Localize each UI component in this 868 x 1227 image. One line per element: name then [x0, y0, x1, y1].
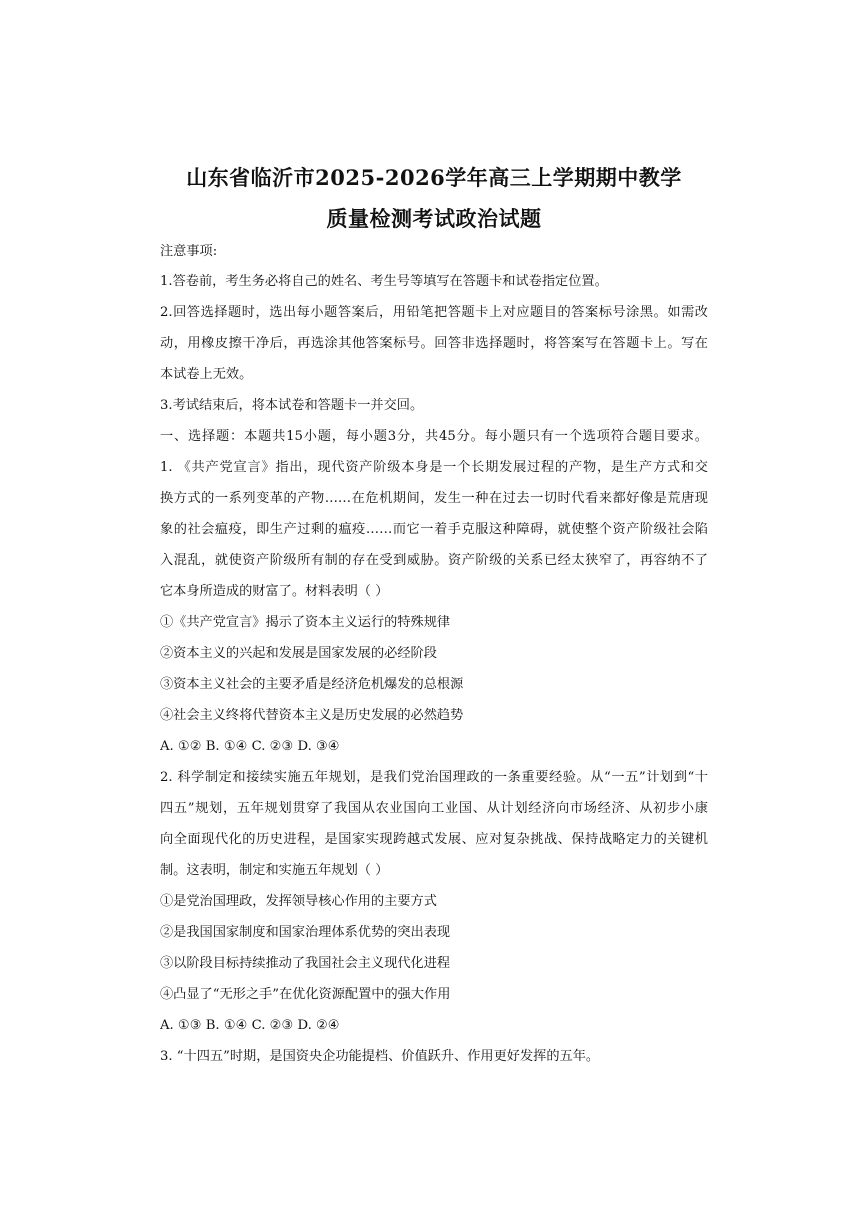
q2-stem-line3: 向全面现代化的历史进程，是国家实现跨越式发展、应对复杂挑战、保持战略定力的关键机	[160, 832, 708, 847]
q2-stem-line1: 2. 科学制定和接续实施五年规划，是我们党治国理政的一条重要经验。从“一五”计划到“十	[160, 770, 708, 785]
q1-option-4: ④社会主义终将代替资本主义是历史发展的必然趋势	[160, 708, 464, 723]
q1-stem-line3: 象的社会瘟疫，即生产过剩的瘟疫……而它一着手克服这种障碍，就使整个资产阶级社会陷	[160, 522, 708, 537]
q2-option-2: ②是我国国家制度和国家治理体系优势的突出表现	[160, 925, 451, 940]
notice-item-2-line3: 本试卷上无效。	[160, 367, 253, 382]
q1-stem-line2: 换方式的一系列变革的产物……在危机期间，发生一种在过去一切时代看来都好像是荒唐现	[160, 491, 708, 506]
q3-stem-line1: 3. “十四五”时期，是国资央企功能提档、价值跃升、作用更好发挥的五年。	[160, 1049, 600, 1064]
q1-stem-line5: 它本身所造成的财富了。材料表明（ ）	[160, 584, 389, 599]
q2-stem-line2: 四五”规划，五年规划贯穿了我国从农业国向工业国、从计划经济向市场经济、从初步小康	[160, 801, 708, 816]
notice-item-1: 1.答卷前，考生务必将自己的姓名、考生号等填写在答题卡和试卷指定位置。	[160, 274, 608, 289]
notice-item-2-line1: 2.回答选择题时，选出每小题答案后，用铅笔把答题卡上对应题目的答案标号涂黑。如需改	[160, 305, 708, 320]
q1-stem-line1: 1. 《共产党宣言》指出，现代资产阶级本身是一个长期发展过程的产物，是生产方式和交	[160, 460, 708, 475]
q2-option-4: ④凸显了“无形之手”在优化资源配置中的强大作用	[160, 987, 451, 1002]
q1-stem-line4: 入混乱，就使资产阶级所有制的存在受到威胁。资产阶级的关系已经太狭窄了，再容纳不了	[160, 553, 708, 568]
notice-item-3: 3.考试结束后，将本试卷和答题卡一并交回。	[160, 398, 424, 413]
q2-option-1: ①是党治国理政，发挥领导核心作用的主要方式	[160, 894, 437, 909]
exam-title-line1: 山东省临沂市2025-2026学年高三上学期期中教学	[186, 165, 682, 190]
q2-choices: A. ①③ B. ①④ C. ②③ D. ②④	[160, 1018, 340, 1033]
section1-header: 一、选择题：本题共15小题，每小题3分，共45分。每小题只有一个选项符合题目要求。	[160, 429, 708, 444]
q1-option-1: ①《共产党宣言》揭示了资本主义运行的特殊规律	[160, 615, 451, 630]
q1-option-3: ③资本主义社会的主要矛盾是经济危机爆发的总根源	[160, 677, 464, 692]
q2-option-3: ③以阶段目标持续推动了我国社会主义现代化进程	[160, 956, 451, 971]
notice-header: 注意事项:	[160, 244, 218, 259]
exam-title-line2: 质量检测考试政治试题	[326, 206, 542, 231]
q2-stem-line4: 制。这表明，制定和实施五年规划（ ）	[160, 863, 389, 878]
q1-option-2: ②资本主义的兴起和发展是国家发展的必经阶段	[160, 646, 437, 661]
q1-choices: A. ①② B. ①④ C. ②③ D. ③④	[160, 739, 340, 754]
notice-item-2-line2: 动，用橡皮擦干净后，再选涂其他答案标号。回答非选择题时，将答案写在答题卡上。写在	[160, 336, 708, 351]
